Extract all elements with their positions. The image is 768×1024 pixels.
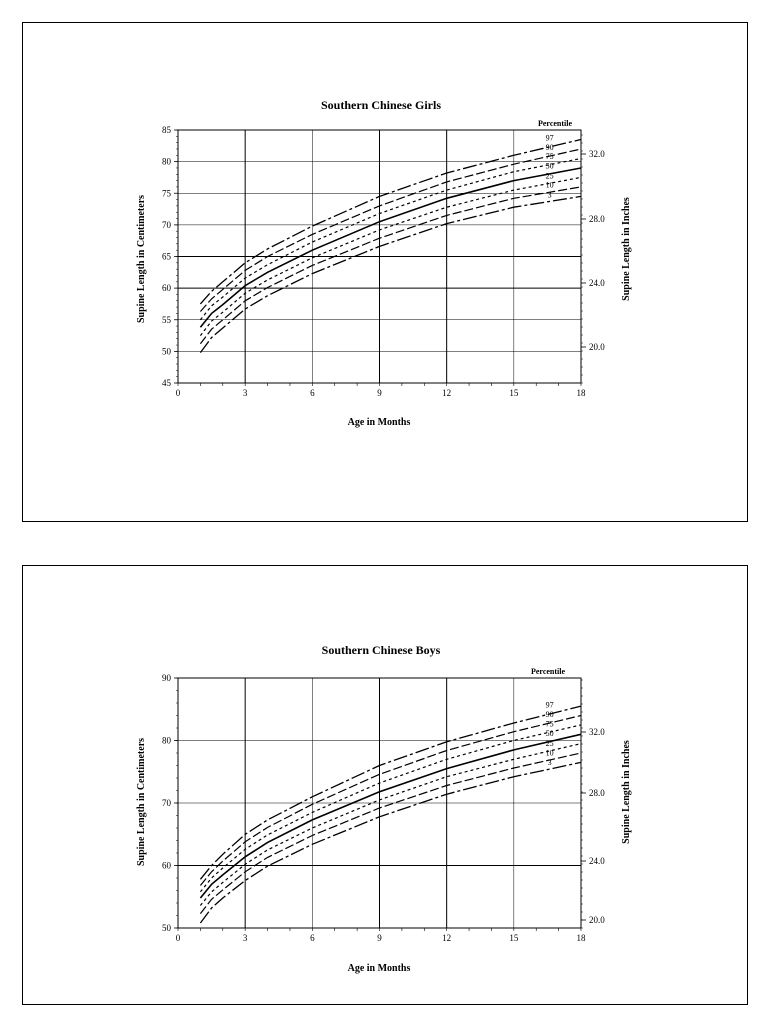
y-axis-label: Supine Length in Centimeters	[136, 194, 147, 324]
percentile-label-10: 10	[545, 748, 554, 758]
x-tick-label: 0	[175, 933, 181, 943]
girls-plot-area	[162, 125, 605, 398]
x-tick-label: 15	[509, 933, 519, 943]
legend-title: Percentile	[537, 119, 573, 128]
y-axis-right-label: Supine Length in Inches	[621, 197, 632, 301]
y-tick-label: 45	[162, 378, 171, 388]
series-line-90	[200, 716, 581, 886]
series-line-3	[200, 762, 581, 923]
y-tick-label: 85	[162, 125, 171, 135]
y-right-tick-label: 32.0	[589, 149, 605, 159]
x-tick-label: 3	[242, 933, 248, 943]
x-tick-label: 9	[377, 388, 382, 398]
series-line-97	[200, 706, 581, 879]
series-line-75	[200, 159, 581, 320]
y-tick-label: 50	[162, 346, 171, 357]
y-right-tick-label: 28.0	[589, 214, 605, 224]
boys-plot-area	[162, 673, 605, 943]
legend-title: Percentile	[530, 667, 566, 676]
girls-chart-panel	[22, 22, 748, 522]
y-right-tick-label: 32.0	[589, 727, 605, 737]
percentile-label-90: 90	[545, 709, 554, 719]
y-tick-label: 65	[162, 251, 171, 262]
y-tick-label: 60	[162, 860, 171, 871]
y-tick-label: 70	[162, 219, 171, 230]
x-axis-label: Age in Months	[347, 417, 411, 428]
percentile-label-10: 10	[545, 180, 554, 190]
x-tick-label: 0	[175, 388, 181, 398]
series-line-90	[200, 149, 581, 312]
x-tick-label: 3	[242, 388, 248, 398]
percentile-label-3: 3	[547, 190, 552, 200]
series-line-97	[200, 140, 581, 304]
y-right-tick-label: 24.0	[589, 278, 605, 288]
y-tick-label: 80	[162, 156, 171, 167]
chart-title: Southern Chinese Girls	[320, 98, 442, 112]
y-tick-label: 55	[162, 314, 171, 325]
y-right-tick-label: 28.0	[589, 788, 605, 798]
y-right-tick-label: 20.0	[589, 915, 605, 925]
y-axis-label: Supine Length in Centimeters	[136, 737, 147, 867]
percentile-label-25: 25	[545, 738, 554, 748]
percentile-label-90: 90	[545, 142, 554, 152]
percentile-label-25: 25	[545, 171, 554, 181]
chart-title: Southern Chinese Boys	[321, 643, 441, 657]
x-tick-label: 12	[442, 933, 452, 943]
percentile-label-50: 50	[545, 729, 554, 739]
x-tick-label: 12	[442, 388, 452, 398]
percentile-label-3: 3	[547, 757, 552, 767]
series-line-50	[200, 734, 581, 898]
y-tick-label: 60	[162, 283, 171, 294]
series-line-10	[200, 187, 581, 344]
x-axis-label: Age in Months	[347, 963, 411, 974]
boys-chart	[23, 566, 747, 1004]
series-line-75	[200, 725, 581, 892]
y-tick-label: 50	[162, 923, 171, 933]
x-tick-label: 15	[509, 388, 519, 398]
x-tick-label: 6	[310, 388, 315, 398]
series-line-25	[200, 744, 581, 906]
y-tick-label: 70	[162, 798, 171, 808]
series-line-3	[200, 196, 581, 352]
percentile-label-75: 75	[545, 151, 554, 161]
x-tick-label: 18	[576, 933, 586, 943]
percentile-label-75: 75	[545, 719, 554, 729]
y-right-tick-label: 24.0	[589, 856, 605, 866]
y-tick-label: 80	[162, 735, 171, 746]
y-tick-label: 90	[162, 673, 171, 683]
x-tick-label: 18	[576, 388, 586, 398]
x-tick-label: 6	[310, 933, 315, 943]
x-tick-label: 9	[377, 933, 382, 943]
boys-chart-panel	[22, 565, 748, 1005]
y-axis-right-label: Supine Length in Inches	[621, 740, 632, 844]
y-tick-label: 75	[162, 188, 171, 199]
girls-chart	[23, 23, 747, 521]
percentile-label-97: 97	[545, 700, 554, 710]
percentile-label-97: 97	[545, 133, 554, 143]
percentile-label-50: 50	[545, 161, 554, 171]
series-line-50	[200, 168, 581, 327]
y-right-tick-label: 20.0	[589, 342, 605, 352]
